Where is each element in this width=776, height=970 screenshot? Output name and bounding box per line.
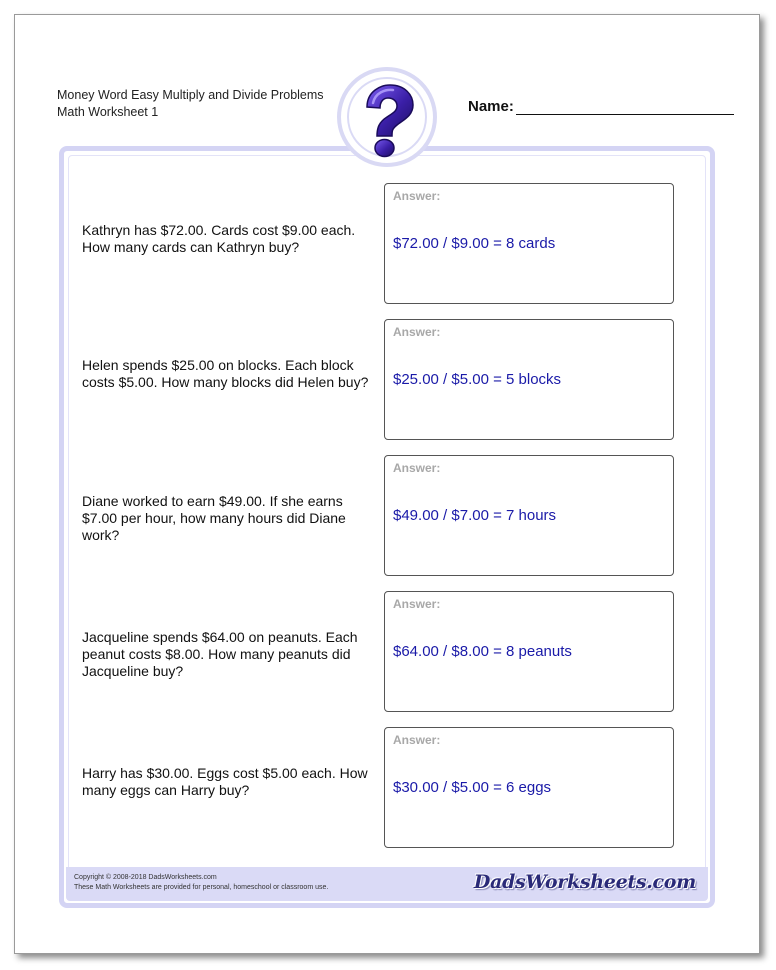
name-field[interactable] bbox=[468, 98, 738, 115]
problem-question: Jacqueline spends $64.00 on peanuts. Each peanut costs $8.00. How many peanuts did Jacqueline buy? bbox=[82, 629, 358, 679]
worksheet-title-line1: Money Word Easy Multiply and Divide Problems bbox=[57, 88, 324, 102]
footer bbox=[66, 867, 708, 901]
answer-text: $64.00 / $8.00 = 8 peanuts bbox=[393, 643, 572, 660]
problem-question: Helen spends $25.00 on blocks. Each block costs $5.00. How many blocks did Helen buy? bbox=[82, 357, 369, 390]
answer-text: $72.00 / $9.00 = 8 cards bbox=[393, 235, 556, 252]
answer-label: Answer: bbox=[393, 733, 441, 747]
name-label: Name: bbox=[468, 98, 514, 115]
worksheet-title-line2: Math Worksheet 1 bbox=[57, 105, 159, 119]
problem-question: Harry has $30.00. Eggs cost $5.00 each. How many eggs can Harry buy? bbox=[82, 765, 368, 798]
logo-badge bbox=[337, 67, 437, 167]
question-mark-icon bbox=[357, 83, 417, 159]
answer-label: Answer: bbox=[393, 325, 441, 339]
answer-box[interactable] bbox=[384, 183, 674, 304]
answer-box[interactable] bbox=[384, 591, 674, 712]
footer-text bbox=[74, 873, 328, 893]
answer-box[interactable] bbox=[384, 455, 674, 576]
problem-question: Kathryn has $72.00. Cards cost $9.00 each. How many cards can Kathryn buy? bbox=[82, 222, 356, 255]
answer-box[interactable] bbox=[384, 319, 674, 440]
copyright-text: Copyright © 2008-2018 DadsWorksheets.com bbox=[74, 874, 217, 881]
problems-frame bbox=[59, 146, 715, 908]
worksheet-page bbox=[14, 14, 760, 954]
answer-label: Answer: bbox=[393, 189, 441, 203]
answer-text: $49.00 / $7.00 = 7 hours bbox=[393, 507, 557, 524]
answer-label: Answer: bbox=[393, 461, 441, 475]
brand-logo: DadsWorksheets.com bbox=[473, 871, 696, 893]
answer-text: $25.00 / $5.00 = 5 blocks bbox=[393, 371, 562, 388]
answer-text: $30.00 / $5.00 = 6 eggs bbox=[393, 779, 552, 796]
answer-box[interactable] bbox=[384, 727, 674, 848]
problem-question: Diane worked to earn $49.00. If she earns $7.00 per hour, how many hours did Diane work? bbox=[82, 493, 346, 543]
answer-label: Answer: bbox=[393, 597, 441, 611]
worksheet-title bbox=[57, 87, 324, 121]
name-line[interactable] bbox=[516, 100, 734, 115]
usage-notice: These Math Worksheets are provided for personal, homeschool or classroom use. bbox=[74, 884, 329, 891]
